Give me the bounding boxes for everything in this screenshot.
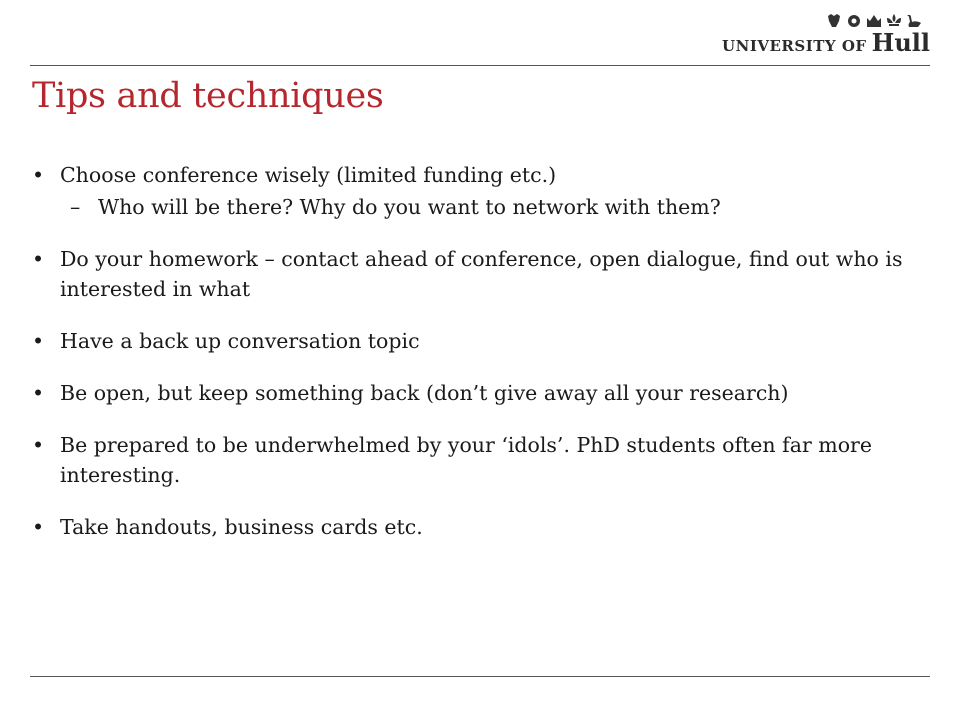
bullet-text: Do your homework – contact ahead of conference, open dialogue, find out who is interested in what [60, 247, 903, 301]
bullet-item [30, 378, 910, 408]
sub-bullet-text: Who will be there? Why do you want to network with them? [98, 195, 721, 219]
university-of-hull-logo [722, 14, 930, 57]
bullet-marker: • [32, 329, 45, 353]
swan-icon [906, 14, 922, 28]
slide-title: Tips and techniques [32, 76, 384, 116]
bullet-marker: • [32, 433, 45, 457]
header-divider [30, 65, 930, 66]
dash-marker: – [70, 195, 81, 219]
bullet-text: Choose conference wisely (limited funding etc.) [60, 163, 557, 187]
logo-wordmark [722, 28, 930, 57]
bullet-marker: • [32, 163, 45, 187]
logo-emblems [826, 14, 922, 28]
bullet-text: Be prepared to be underwhelmed by your ‘idols’. PhD students often far more interesting. [60, 433, 872, 487]
sub-bullet-item [30, 192, 910, 222]
bullet-text: Have a back up conversation topic [60, 329, 420, 353]
logo-text-small: UNIVERSITY OF [722, 37, 867, 55]
crown-icon [866, 14, 882, 28]
rose-icon [846, 14, 862, 28]
bullet-item [30, 326, 910, 356]
bullet-item [30, 160, 910, 190]
fleur-de-lis-icon [886, 14, 902, 28]
bullet-marker: • [32, 515, 45, 539]
footer-divider [30, 676, 930, 677]
slide-body [30, 160, 910, 564]
bullet-item [30, 244, 910, 304]
logo-text-big: Hull [871, 28, 930, 57]
bullet-item [30, 430, 910, 490]
lion-head-icon [826, 14, 842, 28]
bullet-marker: • [32, 381, 45, 405]
bullet-text: Be open, but keep something back (don’t give away all your research) [60, 381, 789, 405]
bullet-text: Take handouts, business cards etc. [60, 515, 423, 539]
bullet-marker: • [32, 247, 45, 271]
bullet-item [30, 512, 910, 542]
